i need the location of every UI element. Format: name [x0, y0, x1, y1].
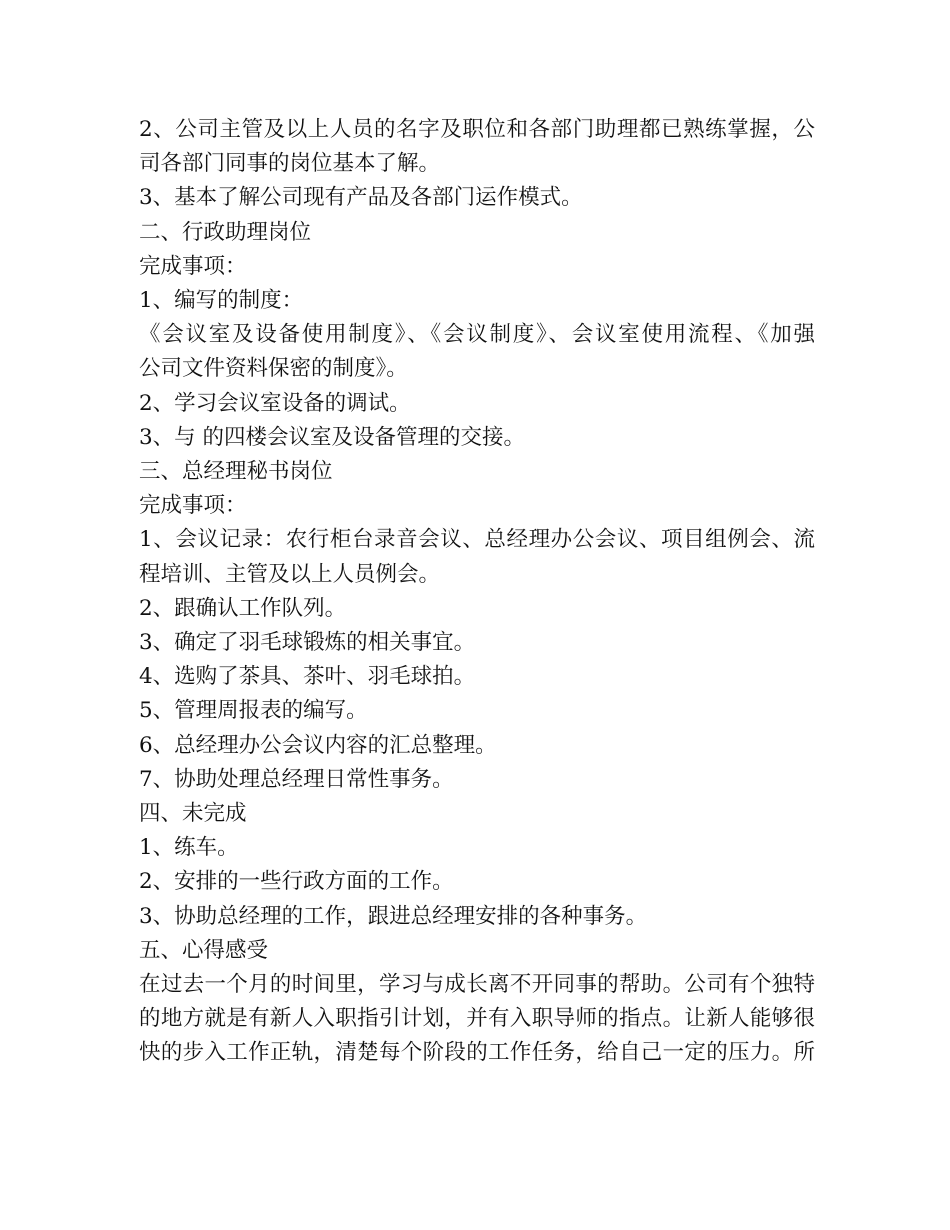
- text-line: 在过去一个月的时间里，学习与成长离不开同事的帮助。公司有个独特: [139, 972, 815, 998]
- text-line: 6、总经理办公会议内容的汇总整理。: [139, 732, 497, 758]
- text-line: 2、学习会议室设备的调试。: [139, 390, 411, 416]
- text-line: 3、确定了羽毛球锻炼的相关事宜。: [139, 630, 476, 656]
- text-line: 完成事项：: [139, 253, 247, 279]
- text-line: 3、协助总经理的工作，跟进总经理安排的各种事务。: [139, 903, 648, 929]
- text-line: 1、编写的制度：: [139, 288, 304, 314]
- text-line: 4、选购了茶具、茶叶、羽毛球拍。: [139, 664, 476, 690]
- text-line: 2、跟确认工作队列。: [139, 595, 347, 621]
- text-line: 的地方就是有新人入职指引计划，并有入职导师的指点。让新人能够很: [139, 1006, 815, 1032]
- text-line: 1、会议记录：农行柜台录音会议、总经理办公会议、项目组例会、流: [139, 527, 815, 553]
- text-line: 《会议室及设备使用制度》、《会议制度》、会议室使用流程、《加强: [139, 322, 815, 348]
- text-line: 程培训、主管及以上人员例会。: [139, 561, 441, 587]
- text-line: 3、与 的四楼会议室及设备管理的交接。: [139, 424, 526, 450]
- text-line: 快的步入工作正轨，清楚每个阶段的工作任务，给自己一定的压力。所: [139, 1040, 815, 1066]
- text-line: 完成事项：: [139, 493, 247, 519]
- text-line: 司各部门同事的岗位基本了解。: [139, 151, 441, 177]
- text-line: 1、练车。: [139, 835, 239, 861]
- text-line: 2、公司主管及以上人员的名字及职位和各部门助理都已熟练掌握，公: [139, 117, 815, 142]
- section-heading: 三、总经理秘书岗位: [139, 459, 333, 485]
- section-heading: 四、未完成: [139, 801, 247, 827]
- text-line: 2、安排的一些行政方面的工作。: [139, 869, 454, 895]
- text-line: 3、基本了解公司现有产品及各部门运作模式。: [139, 185, 583, 211]
- text-line: 7、协助处理总经理日常性事务。: [139, 766, 454, 792]
- document-body: [139, 113, 815, 1071]
- text-line: 公司文件资料保密的制度》。: [139, 356, 408, 382]
- text-line: 5、管理周报表的编写。: [139, 698, 368, 724]
- section-heading: 二、行政助理岗位: [139, 219, 312, 245]
- section-heading: 五、心得感受: [139, 937, 269, 963]
